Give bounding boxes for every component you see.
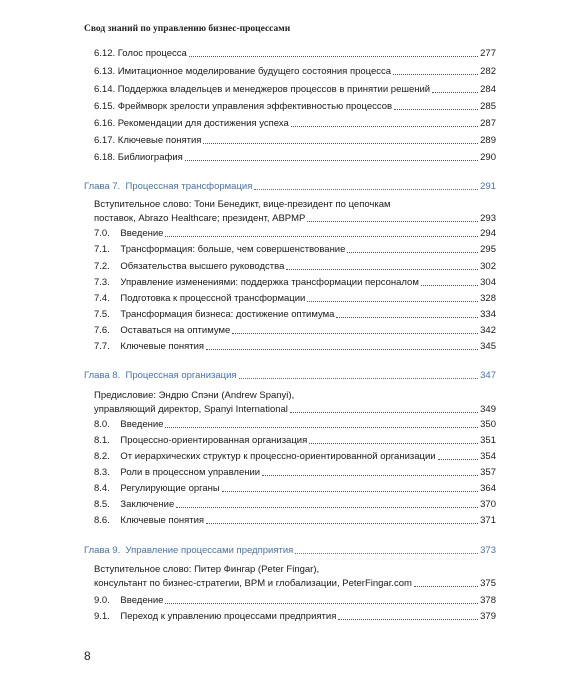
foreword-line: консультант по бизнес-стратегии, BPM и глобализации, PeterFingar.com [94,578,412,589]
entry-number: 7.5. [94,309,110,320]
dot-leader [432,91,478,93]
chapter-page: 373 [480,545,496,556]
entry-page: 375 [480,578,496,589]
dot-leader [336,316,478,318]
dot-leader [307,220,478,222]
entry-title: Обязательства высшего руководства [120,261,285,272]
entry-number: 8.0. [94,419,110,430]
entry-page: 277 [480,48,496,59]
entry-title: Введение [120,228,164,239]
toc-foreword-7[interactable] [94,213,496,225]
toc-foreword-8[interactable] [94,404,496,416]
entry-number: 9.0. [94,595,110,606]
entry-title: Введение [120,419,164,430]
dot-leader [165,235,478,237]
entry-title: Голос процесса [117,48,187,59]
toc-chapter-9[interactable] [84,545,496,557]
entry-title: Ключевые понятия [120,341,205,352]
toc-entry-6-13[interactable] [94,66,496,78]
chapter-page: 291 [480,181,496,192]
entry-title: Библиография [117,152,183,163]
entry-number: 8.3. [94,467,110,478]
toc-entry-7-3[interactable] [94,277,496,289]
entry-page: 354 [480,451,496,462]
entry-number: 6.12. [94,48,116,59]
entry-page: 378 [480,595,496,606]
entry-page: 342 [480,325,496,336]
entry-page: 287 [480,118,496,129]
dot-leader [421,284,478,286]
toc-entry-8-6[interactable] [94,515,496,527]
entry-number: 7.4. [94,293,110,304]
dot-leader [414,585,478,587]
dot-leader [291,125,478,127]
toc-entry-6-15[interactable] [94,101,496,113]
toc-entry-7-4[interactable] [94,293,496,305]
entry-title: Ключевые понятия [120,515,205,526]
entry-title: Рекомендации для достижения успеха [117,118,289,129]
entry-number: 6.16. [94,118,116,129]
entry-number: 7.1. [94,244,110,255]
entry-number: 6.18. [94,152,116,163]
toc-entry-7-1[interactable] [94,244,496,256]
entry-page: 294 [480,228,496,239]
entry-page: 351 [480,435,496,446]
chapter-page: 347 [480,370,496,381]
entry-page: 282 [480,66,496,77]
entry-title: Поддержка владельцев и менеджеров процессов в принятии решений [117,84,431,95]
entry-page: 328 [480,293,496,304]
entry-number: 6.13. [94,66,116,77]
dot-leader [286,268,478,270]
entry-page: 379 [480,611,496,622]
toc-foreword-9[interactable] [94,578,496,590]
entry-title: Процессно-ориентированная организация [120,435,308,446]
page-number: 8 [84,649,91,663]
dot-leader [295,552,478,554]
chapter-title: Процессная организация [125,370,237,381]
entry-number: 7.7. [94,341,110,352]
entry-page: 285 [480,101,496,112]
entry-title: Роли в процессном управлении [120,467,261,478]
entry-title: Подготовка к процессной трансформации [120,293,306,304]
dot-leader [203,142,478,144]
entry-title: Трансформация бизнеса: достижение оптимума [120,309,335,320]
toc-entry-8-0[interactable] [94,419,496,431]
toc-chapter-8[interactable] [84,370,496,382]
dot-leader [189,55,478,57]
dot-leader [254,188,478,190]
chapter-label: Глава 8. [84,370,121,381]
entry-number: 8.1. [94,435,110,446]
toc-entry-7-7[interactable] [94,341,496,353]
entry-page: 345 [480,341,496,352]
dot-leader [222,490,478,492]
entry-number: 9.1. [94,611,110,622]
entry-page: 290 [480,152,496,163]
entry-number: 7.3. [94,277,110,288]
dot-leader [394,108,478,110]
entry-page: 350 [480,419,496,430]
entry-number: 8.2. [94,451,110,462]
entry-title: Введение [120,595,164,606]
dot-leader [290,411,478,413]
entry-title: Фреймворк зрелости управления эффективностью процессов [117,101,393,112]
dot-leader [239,377,479,379]
entry-number: 6.14. [94,84,116,95]
entry-page: 364 [480,483,496,494]
dot-leader [176,506,478,508]
entry-page: 370 [480,499,496,510]
entry-title: Трансформация: больше, чем совершенствование [120,244,346,255]
chapter-label: Глава 9. [84,545,121,556]
entry-number: 7.0. [94,228,110,239]
entry-title: Управление изменениями: поддержка трансформации персоналом [120,277,419,288]
entry-number: 7.2. [94,261,110,272]
entry-title: Регулирующие органы [120,483,220,494]
toc-entry-6-18[interactable] [94,152,496,164]
entry-title: От иерархических структур к процессно-ориентированной организации [120,451,436,462]
toc-entry-8-4[interactable] [94,483,496,495]
foreword-line: Вступительное слово: Тони Бенедикт, вице-президент по цепочкам [94,199,391,210]
toc-entry-7-2[interactable] [94,261,496,273]
entry-title: Переход к управлению процессами предприятия [120,611,337,622]
dot-leader [165,602,478,604]
foreword-line: Предисловие: Эндрю Спэни (Andrew Spanyi), [94,390,295,401]
entry-page: 334 [480,309,496,320]
toc-entry-6-12[interactable] [94,48,496,60]
toc-entry-8-5[interactable] [94,499,496,511]
toc-entry-7-6[interactable] [94,325,496,337]
toc-entry-8-2[interactable] [94,451,496,463]
toc-entry-6-17[interactable] [94,135,496,147]
dot-leader [438,458,479,460]
dot-leader [185,159,478,161]
entry-page: 302 [480,261,496,272]
entry-page: 293 [480,213,496,224]
toc-entry-9-0[interactable] [94,595,496,607]
entry-number: 6.15. [94,101,116,112]
dot-leader [309,442,478,444]
dot-leader [307,300,478,302]
dot-leader [393,73,478,75]
foreword-line: управляющий директор, Spanyi International [94,404,288,415]
entry-number: 8.5. [94,499,110,510]
entry-number: 7.6. [94,325,110,336]
toc-entry-7-5[interactable] [94,309,496,321]
entry-page: 295 [480,244,496,255]
chapter-title: Управление процессами предприятия [125,545,294,556]
dot-leader [206,348,478,350]
chapter-label: Глава 7. [84,181,121,192]
toc-entry-9-1[interactable] [94,611,496,623]
entry-title: Заключение [120,499,175,510]
entry-title: Ключевые понятия [117,135,202,146]
toc-entry-6-14[interactable] [94,84,496,96]
dot-leader [206,522,478,524]
entry-page: 349 [480,404,496,415]
dot-leader [232,332,478,334]
chapter-title: Процессная трансформация [125,181,253,192]
toc-entry-8-3[interactable] [94,467,496,479]
entry-page: 357 [480,467,496,478]
toc-chapter-7[interactable] [84,181,496,193]
entry-page: 371 [480,515,496,526]
dot-leader [347,251,478,253]
entry-title: Оставаться на оптимуме [120,325,231,336]
toc-entry-8-1[interactable] [94,435,496,447]
entry-number: 6.17. [94,135,116,146]
dot-leader [338,618,478,620]
entry-page: 289 [480,135,496,146]
toc-entry-6-16[interactable] [94,118,496,130]
foreword-line: поставок, Abrazo Healthcare; президент, ABPMP [94,213,306,224]
entry-number: 8.4. [94,483,110,494]
entry-page: 284 [480,84,496,95]
entry-number: 8.6. [94,515,110,526]
toc-entry-7-0[interactable] [94,228,496,240]
running-header: Свод знаний по управлению бизнес-процессами [84,24,291,34]
dot-leader [262,474,478,476]
foreword-line: Вступительное слово: Питер Фингар (Peter Fingar), [94,564,320,575]
dot-leader [165,426,478,428]
entry-page: 304 [480,277,496,288]
entry-title: Имитационное моделирование будущего состояния процесса [117,66,392,77]
